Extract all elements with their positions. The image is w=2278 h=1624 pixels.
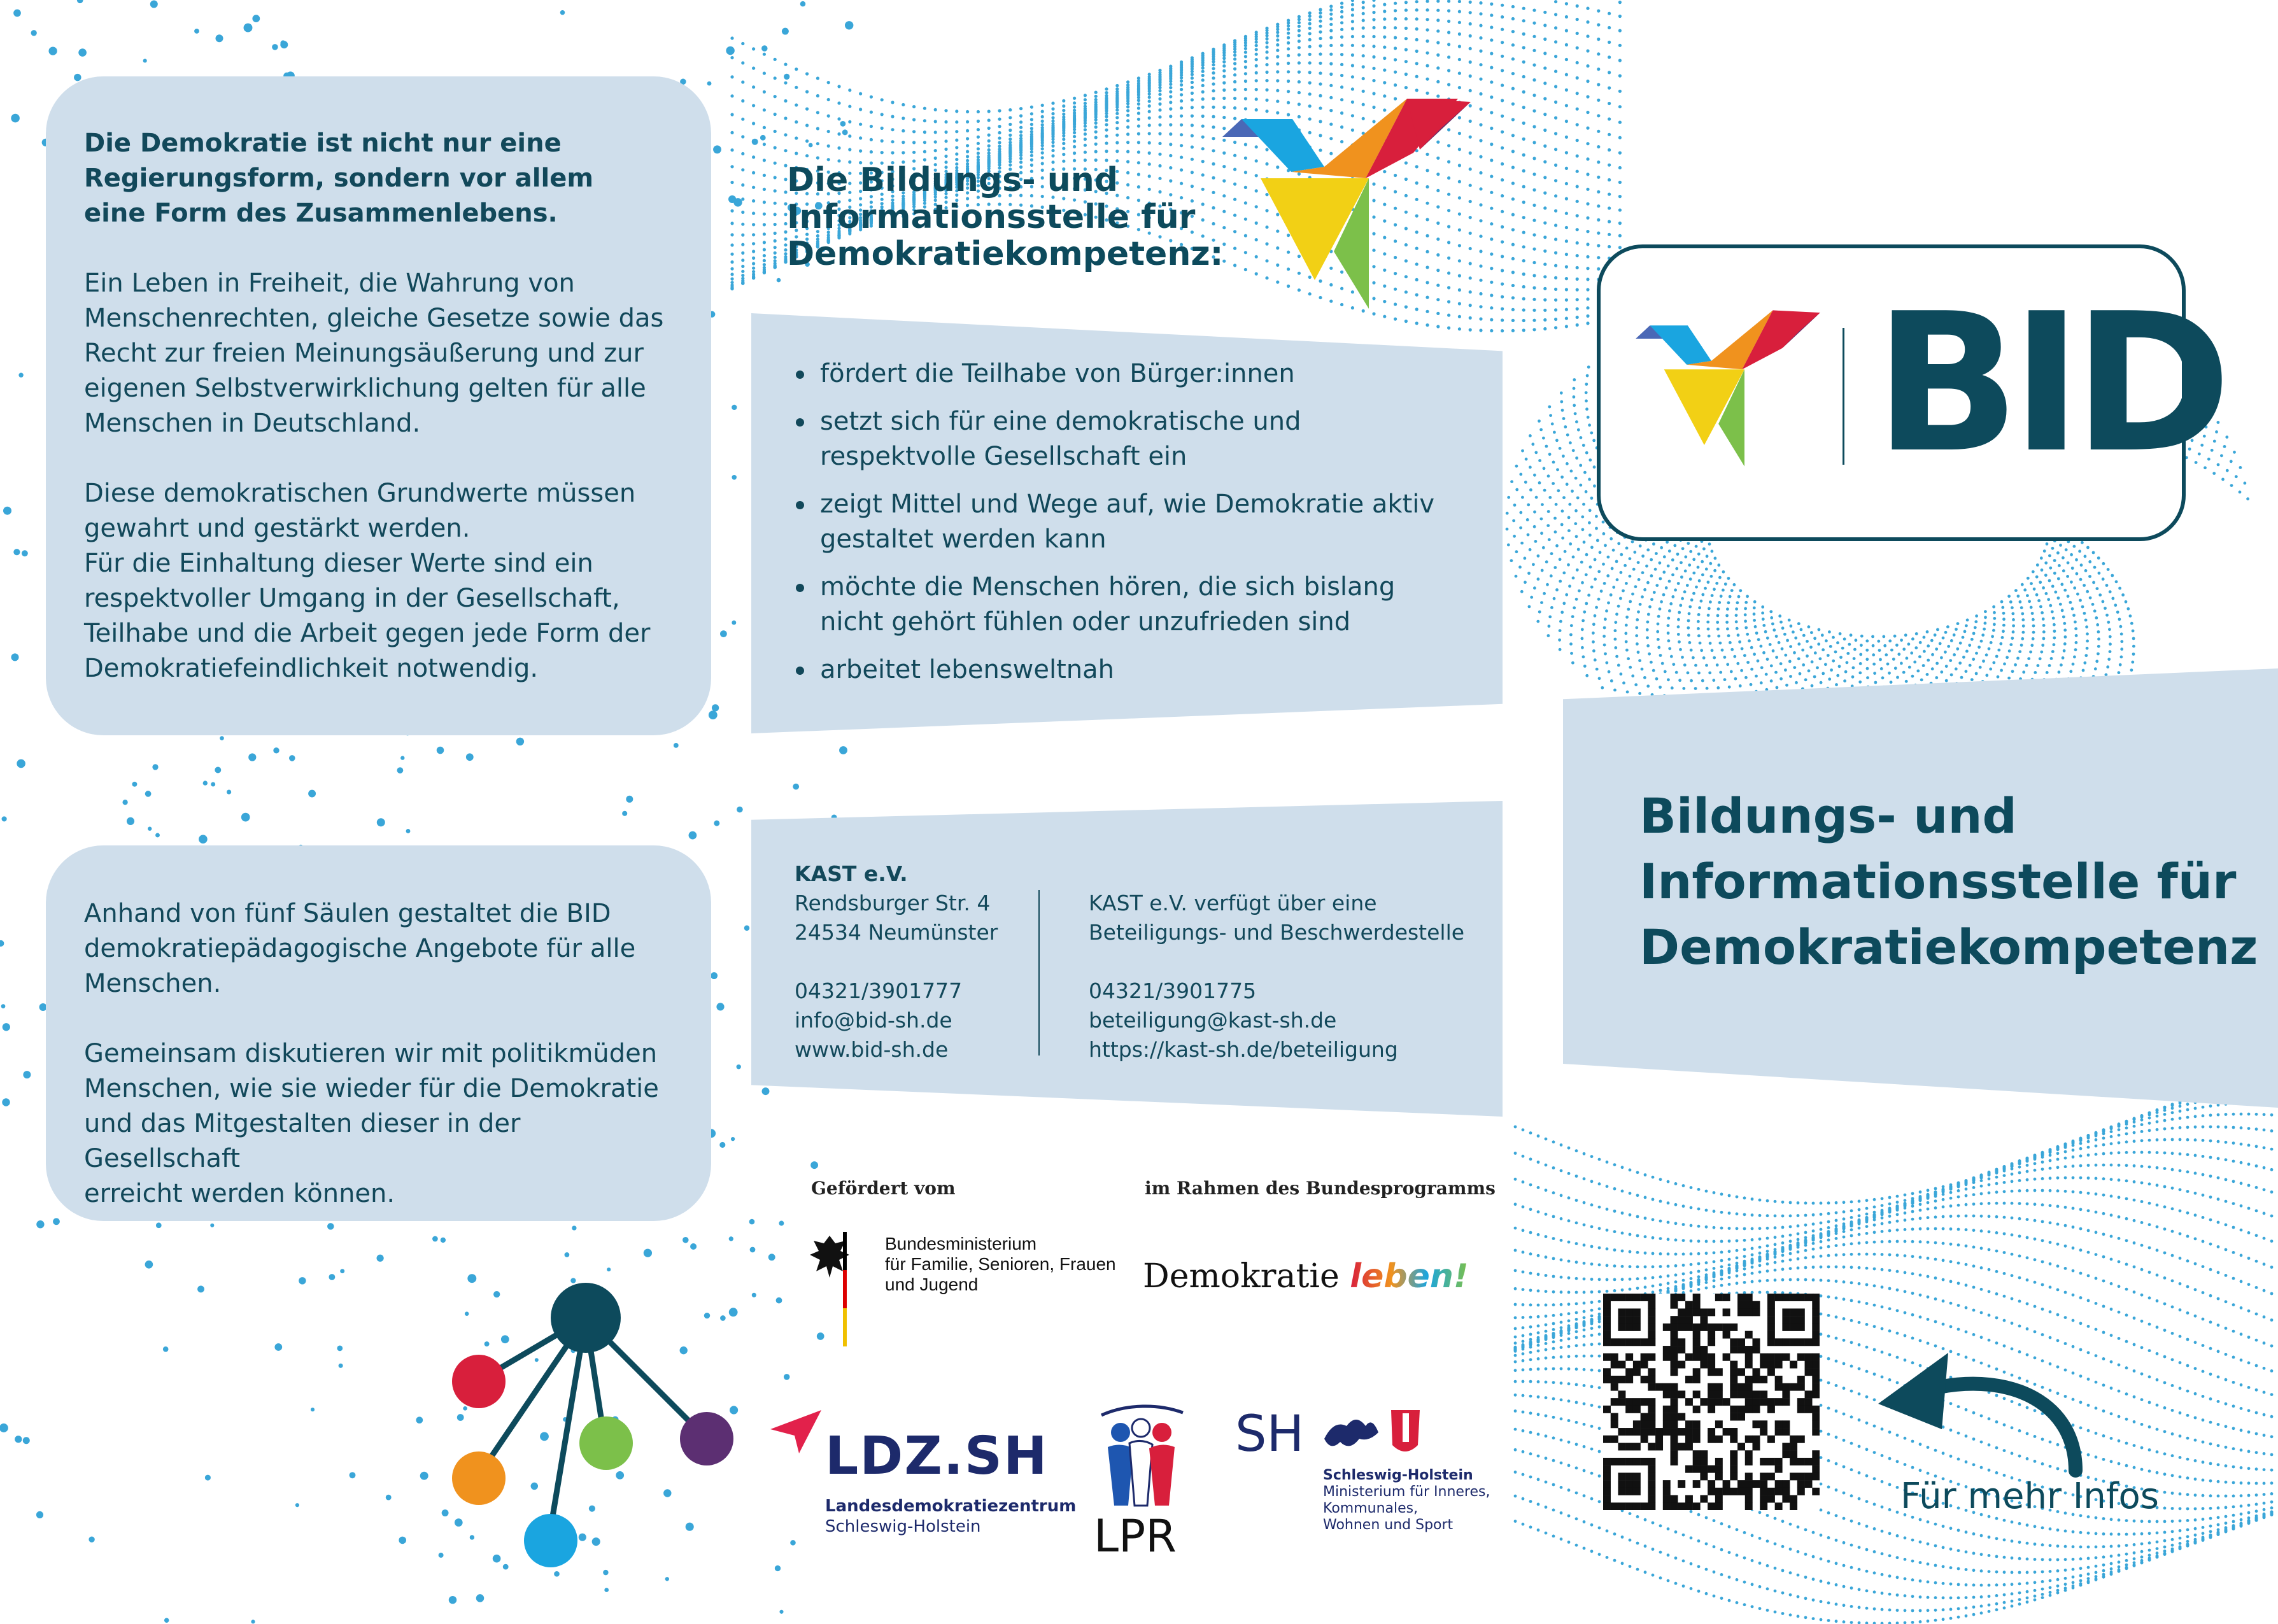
qr-code[interactable] (1603, 1294, 1820, 1510)
bullet-text: möchte die Menschen hören, die sich bislang (820, 572, 1396, 602)
program-label: im Rahmen des Bundesprogramms (1145, 1178, 1496, 1199)
network-green-node (579, 1416, 633, 1470)
contact-phone[interactable]: 04321/3901777 (795, 978, 963, 1003)
sh-coat-of-arms-icon (1321, 1407, 1423, 1458)
middle-heading (787, 162, 1296, 272)
pillars-para1-3: Menschen. (84, 969, 222, 998)
middle-heading-line-2: Informationsstelle für (787, 198, 1196, 236)
middle-heading-line-1: Die Bildungs- und (787, 161, 1119, 199)
bid-logo-divider (1843, 328, 1844, 465)
mission-bullets (751, 313, 1503, 733)
federal-eagle-icon (807, 1232, 852, 1346)
curved-arrow-icon (1865, 1334, 2101, 1480)
organization-title (1639, 783, 2263, 980)
title-band (1563, 668, 2278, 1108)
ministry-line-2: für Familie, Senioren, Frauen (885, 1254, 1116, 1274)
bid-logo-box (1597, 244, 2223, 541)
intro-para2-2: gewahrt und gestärkt werden. (84, 514, 470, 543)
bullet-item (796, 570, 1457, 640)
bullet-item (796, 487, 1457, 557)
more-info-label: Für mehr Infos (1900, 1476, 2159, 1517)
contact-left (795, 859, 998, 1064)
bullet-item (796, 404, 1457, 474)
bullet-text: respektvolle Gesellschaft ein (820, 442, 1187, 471)
middle-heading-line-3: Demokratiekompetenz: (787, 235, 1224, 273)
complaints-phone[interactable]: 04321/3901775 (1089, 978, 1257, 1003)
network-red-node (452, 1355, 506, 1408)
bid-logo-text: BID (1874, 272, 2223, 495)
sh-ministry-name (1323, 1467, 1490, 1534)
organization-title-line-1: Bildungs- und (1639, 787, 2017, 844)
intro-para2-4: respektvoller Umgang in der Gesellschaft, (84, 584, 620, 613)
ministry-line-3: und Jugend (885, 1274, 979, 1294)
organization-title-line-2: Informationsstelle für (1639, 853, 2237, 910)
contact-website-link[interactable]: www.bid-sh.de (795, 1037, 949, 1062)
intro-para2-1: Diese demokratischen Grundwerte müssen (84, 479, 636, 508)
intro-lead-1: Die Demokratie ist nicht nur eine (84, 129, 562, 158)
ldz-logo-text: LDZ.SH (825, 1426, 1049, 1486)
bullet-item (796, 653, 1457, 688)
ministry-name (885, 1234, 1116, 1295)
sh-state-name: Schleswig-Holstein (1323, 1467, 1473, 1483)
network-purple-node (680, 1412, 733, 1465)
contact-city: 24534 Neumünster (795, 920, 998, 945)
pillars-para2-4: erreicht werden können. (84, 1179, 395, 1208)
complaints-line-2: Beteiligungs- und Beschwerdestelle (1089, 920, 1465, 945)
bullet-text: arbeitet lebensweltnah (820, 655, 1115, 684)
contact-street: Rendsburger Str. 4 (795, 891, 991, 915)
complaints-email-link[interactable]: beteiligung@kast-sh.de (1089, 1008, 1337, 1033)
network-orange-node (452, 1451, 506, 1505)
bullet-text: nicht gehört fühlen oder unzufrieden sind (820, 607, 1351, 637)
contact-org: KAST e.V. (795, 861, 908, 886)
contact-box (751, 801, 1503, 1117)
contact-right (1089, 889, 1464, 1064)
pillars-para2-3: und das Mitgestalten dieser in der Gesellschaft (84, 1109, 521, 1173)
network-hub-node (551, 1283, 621, 1353)
pillars-panel (46, 845, 711, 1221)
sh-ministry-line-3: Wohnen und Sport (1323, 1517, 1454, 1533)
intro-lead-3: eine Form des Zusammenlebens. (84, 199, 558, 228)
intro-para2-6: Demokratiefeindlichkeit notwendig. (84, 654, 539, 683)
intro-para1-3: Recht zur freien Meinungsäußerung und zur (84, 339, 644, 368)
complaints-line-1: KAST e.V. verfügt über eine (1089, 891, 1377, 915)
intro-panel (46, 76, 711, 735)
ldz-line-2: Schleswig-Holstein (825, 1517, 981, 1536)
ldz-line-1: Landesdemokratiezentrum (825, 1497, 1077, 1516)
bid-bird-icon (1626, 306, 1830, 471)
intro-para2-5: Teilhabe und die Arbeit gegen jede Form der (84, 619, 651, 648)
network-blue-node (524, 1514, 577, 1567)
funded-by-label: Gefördert vom (811, 1178, 956, 1199)
bullet-text: setzt sich für eine demokratische und (820, 407, 1301, 436)
intro-para1-4: eigenen Selbstverwirklichung gelten für alle (84, 374, 646, 403)
pillars-para2-2: Menschen, wie sie wieder für die Demokratie (84, 1074, 659, 1103)
lpr-figures-icon (1089, 1397, 1191, 1512)
lpr-logo-text: LPR (1094, 1510, 1177, 1562)
intro-para1-1: Ein Leben in Freiheit, die Wahrung von (84, 269, 575, 298)
demokratie-word: Demokratie (1143, 1257, 1340, 1296)
intro-para1-5: Menschen in Deutschland. (84, 409, 421, 438)
organization-title-line-3: Demokratiekompetenz (1639, 919, 2258, 975)
demokratie-leben-logo (1143, 1257, 1469, 1296)
intro-lead-2: Regierungsform, sondern vor allem (84, 164, 594, 193)
leben-word: leben! (1350, 1257, 1469, 1296)
intro-para1-2: Menschenrechten, gleiche Gesetze sowie das (84, 304, 664, 333)
pillars-para1-1: Anhand von fünf Säulen gestaltet die BID (84, 899, 611, 928)
sh-mark: SH (1235, 1406, 1305, 1463)
contact-divider (1038, 890, 1040, 1056)
bullet-text: zeigt Mittel und Wege auf, wie Demokratie aktiv (820, 490, 1435, 519)
contact-email-link[interactable]: info@bid-sh.de (795, 1008, 952, 1033)
ldz-subtitle (825, 1496, 1076, 1537)
bullet-text: fördert die Teilhabe von Bürger:innen (820, 359, 1295, 388)
sh-ministry-line-1: Ministerium für Inneres, (1323, 1484, 1490, 1500)
pillars-para1-2: demokratiepädagogische Angebote für alle (84, 934, 636, 963)
complaints-website-link[interactable]: https://kast-sh.de/beteiligung (1089, 1037, 1398, 1062)
ministry-line-1: Bundesministerium (885, 1234, 1037, 1253)
pillars-para2-1: Gemeinsam diskutieren wir mit politikmüden (84, 1039, 658, 1068)
network-graphic (439, 1273, 739, 1572)
bullet-text: gestaltet werden kann (820, 525, 1107, 554)
bullet-item (796, 357, 1457, 392)
intro-para2-3: Für die Einhaltung dieser Werte sind ein (84, 549, 593, 578)
sh-ministry-line-2: Kommunales, (1323, 1500, 1418, 1516)
ldz-arrow-icon (770, 1410, 821, 1455)
